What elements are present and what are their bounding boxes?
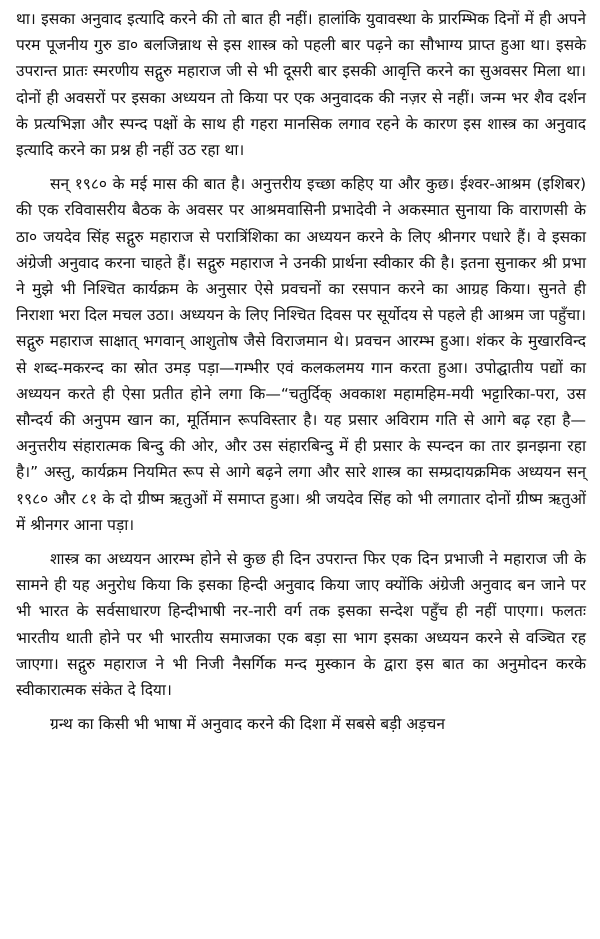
paragraph-continuation: था। इसका अनुवाद इत्यादि करने की तो बात ही नहीं। हालांकि युवावस्था के प्रारम्भिक दिनों में ही अपने परम पूजनीय गुरु डा० बलजिन्नाथ से इस शास्त्र को पहली बार पढ़ने का सौभाग्य प्राप्त हुआ था। इसके उपरान्त प्रातः स्मरणीय सद्गुरु महाराज जी से भी दूसरी बार इसकी आवृत्ति करने का सुअवसर मिला था। दोनों ही अवसरों पर इसका अध्ययन तो किया पर एक अनुवादक की नज़र से नहीं। जन्म भर शैव दर्शन के प्रत्यभिज्ञा और स्पन्द पक्षों के साथ ही गहरा मानसिक लगाव रहने के कारण इस शास्त्र का अनुवाद इत्यादि करने का प्रश्न ही नहीं उठ रहा था। [16,10,586,160]
paragraph-translation-obstacle: ग्रन्थ का किसी भी भाषा में अनुवाद करने की दिशा में सबसे बड़ी अड़चन [50,715,445,734]
paragraph-1980-study: सन् १९८० के मई मास की बात है। अनुत्तरीय इच्छा कहिए या और कुछ। ईश्वर-आश्रम (इशिबर) की एक रविवासरीय बैठक के अवसर पर आश्रमवासिनी प्रभादेवी ने अकस्मात सुनाया कि वाराणसी के ठा० जयदेव सिंह सद्गुरु महाराज से परात्रिंशिका का अध्ययन करने के लिए श्रीनगर पधारे हैं। वे इसका अंग्रेजी अनुवाद करना चाहते हैं। सद्गुरु महाराज ने उनकी प्रार्थना स्वीकार की है। इतना सुनाकर श्री प्रभा ने मुझे भी निश्चित कार्यक्रम के अनुसार ऐसे प्रवचनों का रसपान करने का आग्रह किया। सुनते ही निराशा भरा दिल मचल उठा। अध्ययन के लिए निश्चित दिवस पर सूर्योदय से पहले ही आश्रम जा पहुँचा। सद्गुरु महाराज साक्षात् भगवान् आशुतोष जैसे विराजमान थे। प्रवचन आरम्भ हुआ। शंकर के मुखारविन्द से शब्द-मकरन्द का स्रोत उमड़ पड़ा—गम्भीर एवं कलकलमय गान करता हुआ। उपोद्घातीय पद्यों का अध्ययन करते ही ऐसा प्रतीत होने लगा कि—“चतुर्दिक् अवकाश महामहिम-मयी भट्टारिका-परा, उस सौन्दर्य की अनुपम खान का, मूर्तिमान रूपविस्तार है। यह प्रसार अविराम गति से आगे बढ़ रहा है—अनुत्तरीय संहारात्मक बिन्दु की ओर, और उस संहारबिन्दु में ही प्रसार के स्पन्दन का तार झनझना रहा है।” अस्तु, कार्यक्रम नियमित रूप से आगे बढ़ने लगा और सारे शास्त्र का सम्प्रदायक्रमिक अध्ययन सन् १९८० और ८१ के दो ग्रीष्म ऋतुओं में समाप्त हुआ। श्री जयदेव सिंह को भी लगातार दोनों ग्रीष्म ऋतुओं में श्रीनगर आना पड़ा। [16,175,586,534]
paragraph-hindi-translation-request: शास्त्र का अध्ययन आरम्भ होने से कुछ ही दिन उपरान्त फिर एक दिन प्रभाजी ने महाराज जी के सामने ही यह अनुरोध किया कि इसका हिन्दी अनुवाद किया जाए क्योंकि अंग्रेजी अनुवाद बन जाने पर भी भारत के सर्वसाधारण हिन्दीभाषी नर-नारी वर्ग तक इसका सन्देश पहुँच ही नहीं पाएगा। फलतः भारतीय थाती होने पर भी भारतीय समाजका एक बड़ा सा भाग इसका अध्ययन करने से वञ्चित रह जाएगा। सद्गुरु महाराज ने भी निजी नैसर्गिक मन्द मुस्कान के द्वारा इस बात का अनुमोदन करके स्वीकारात्मक संकेत दे दिया। [16,550,586,700]
